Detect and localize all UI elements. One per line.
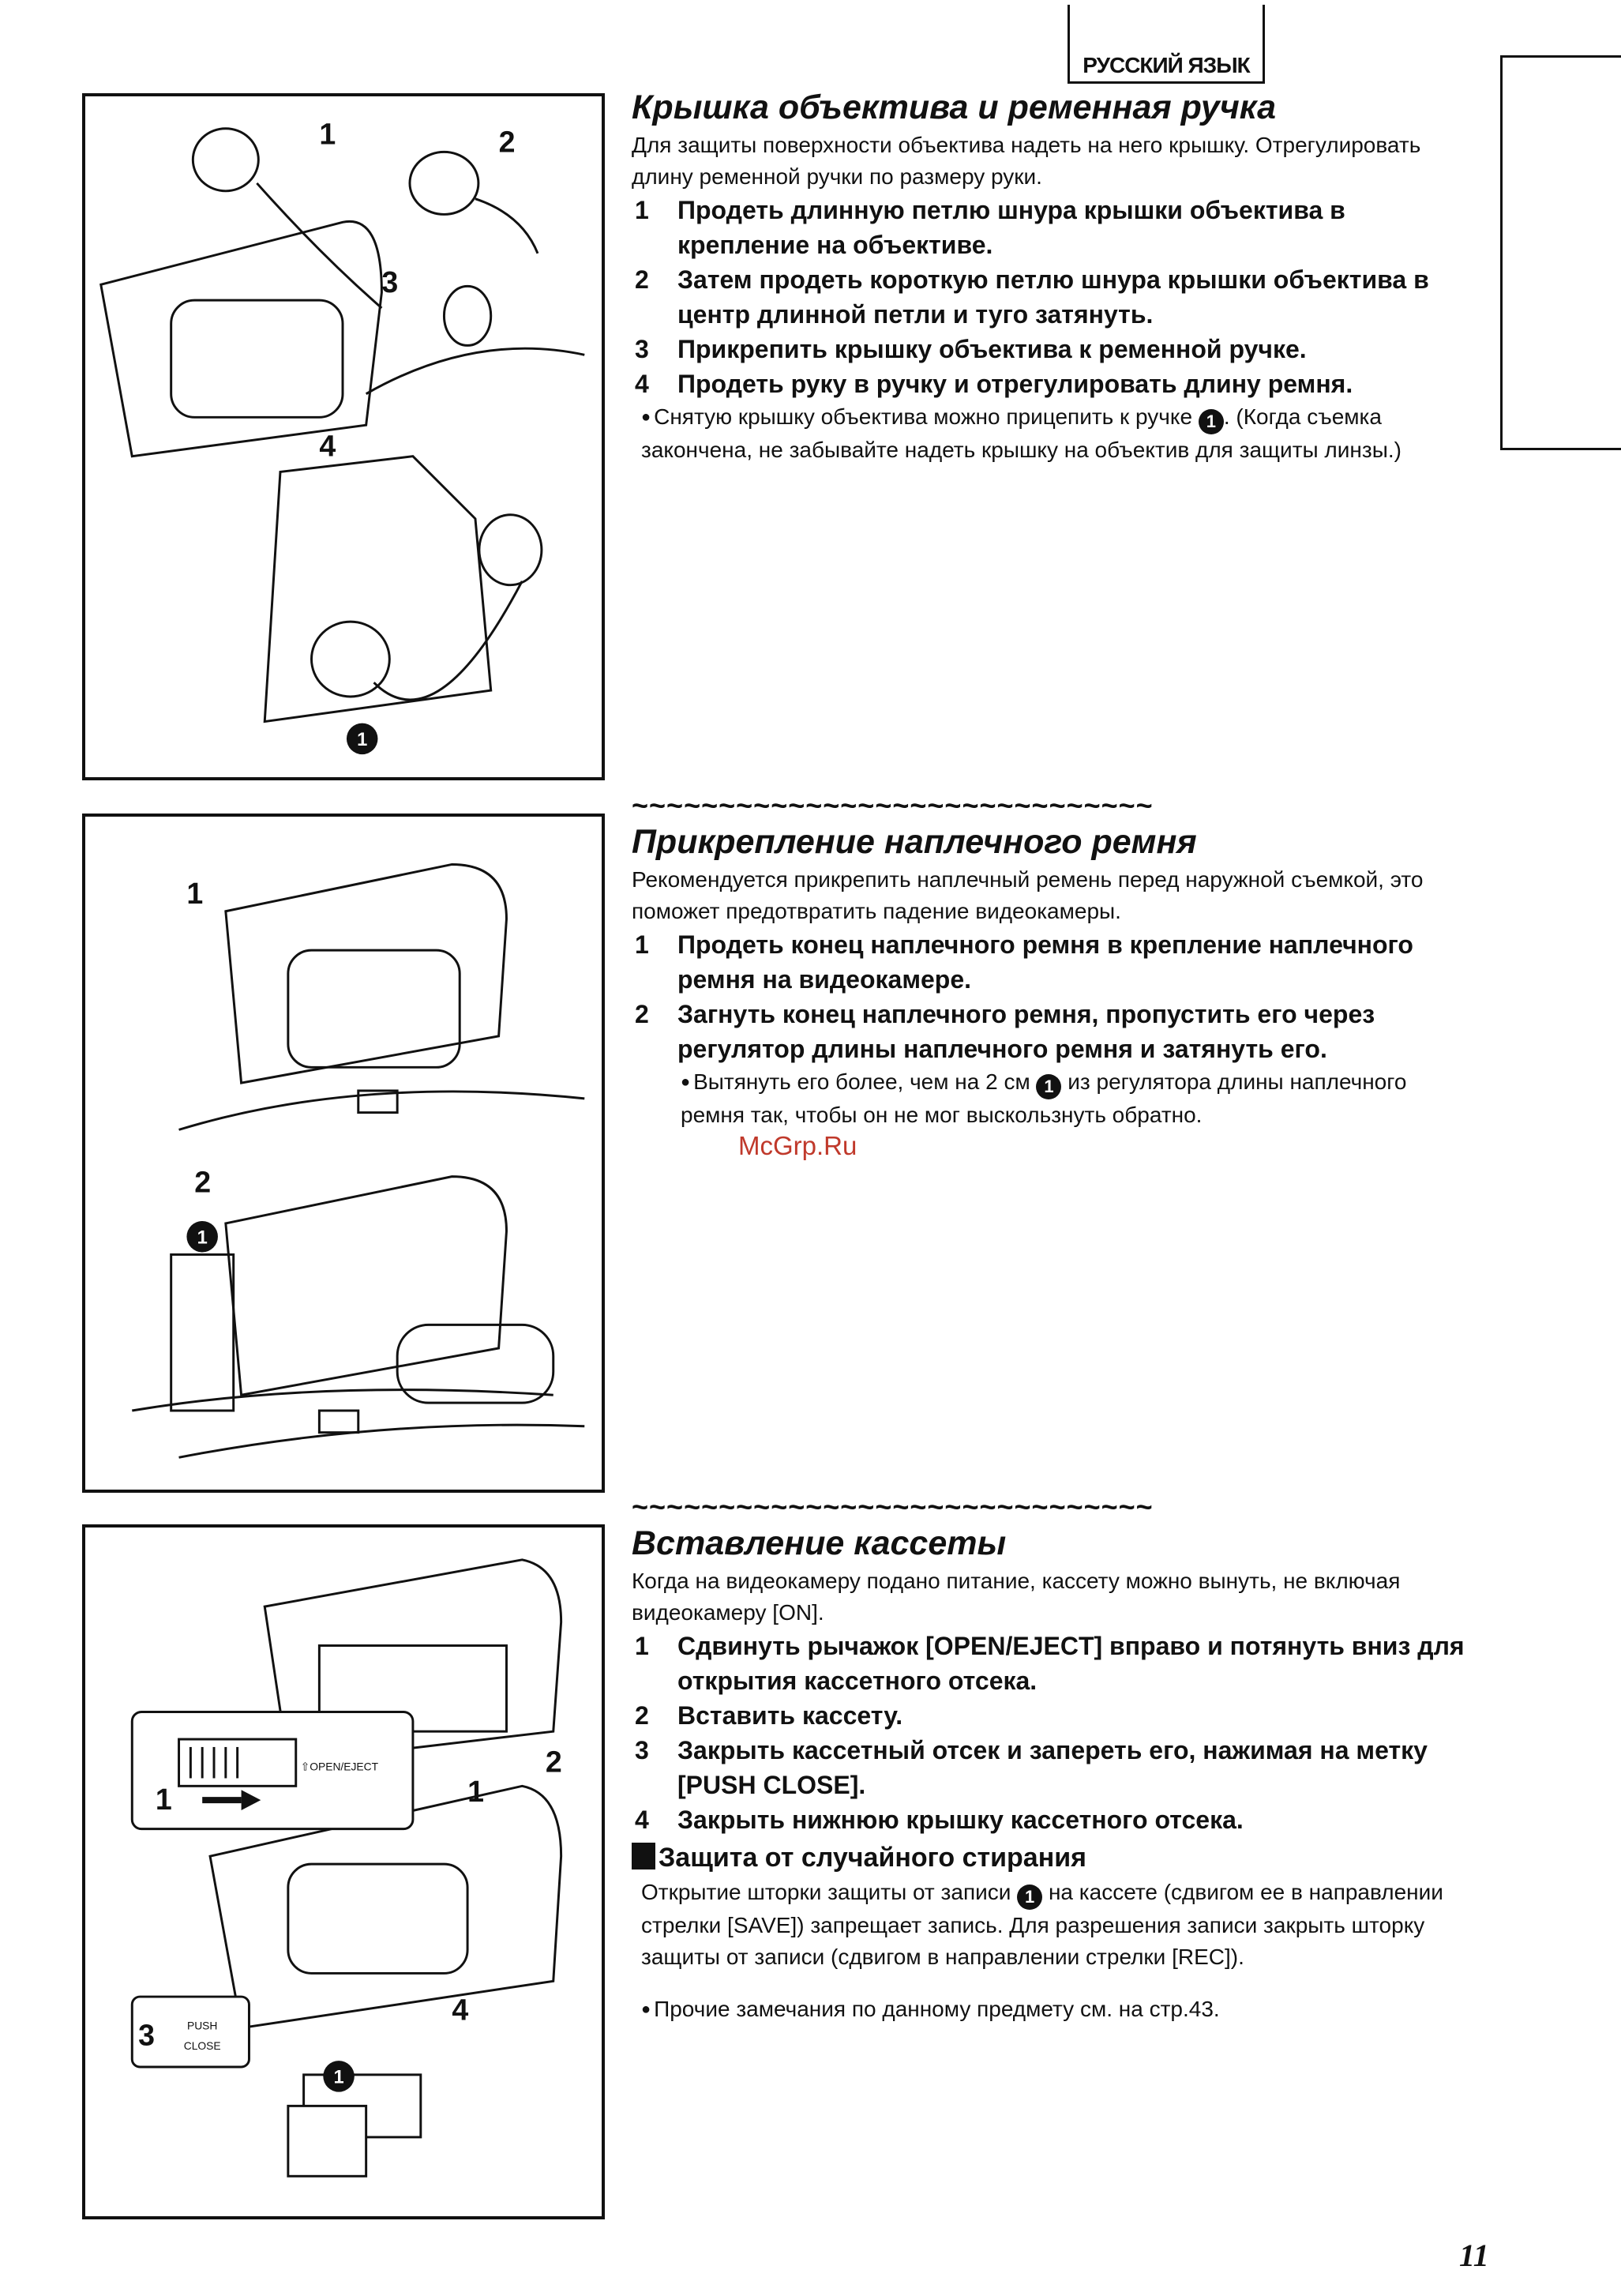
list-item: 4 Закрыть нижнюю крышку кассетного отсека. [635, 1806, 1244, 1834]
list-item: 3 Закрыть кассетный отсек и запереть его, нажимая на метку [PUSH CLOSE]. [635, 1736, 1428, 1799]
section-divider: ~~~~~~~~~~~~~~~~~~~~~~~~~~~~~~ [632, 789, 1154, 821]
erase-protection-text: Открытие шторки защиты от записи 1 на кассете (сдвигом ее в направлении стрелки [SAVE]) запрещает запись. Для разрешения записи закрыть шторку защиты от записи (сдвигом в направлении стрелки [REC]). [641, 1880, 1443, 1969]
section-shoulder-strap [632, 791, 1477, 1131]
fig2-label-2: 2 [194, 1165, 212, 1199]
language-tab [1068, 5, 1265, 84]
section-cassette-final-note: ● Прочие замечания по данному предмету см. на стр.43. [632, 1993, 1477, 2025]
fig1-label-2: 2 [498, 125, 516, 159]
fig3-label-3: 3 [138, 2018, 156, 2052]
section-lens-cap-intro: Для защиты поверхности объектива надеть на него крышку. Отрегулировать длину ременной ручки по размеру руки. [632, 133, 1421, 189]
fig2-marker: 1 [197, 1227, 208, 1249]
list-item: 2 Загнуть конец наплечного ремня, пропустить его через регулятор длины наплечного ремня и затянуть его. [635, 1000, 1375, 1063]
lens-cap-illustration [85, 96, 602, 777]
section-cassette-steps [632, 1629, 1477, 1837]
fig3-label-2: 2 [545, 1745, 562, 1779]
close-label: CLOSE [183, 2039, 221, 2053]
section-cassette-title: Вставление кассеты [632, 1524, 1007, 1562]
section-shoulder-strap-note: ● Вытянуть его более, чем на 2 см 1 из регулятора длины наплечного ремня так, чтобы он не мог выскользнуть обратно. [632, 1066, 1477, 1131]
list-item: 4 Продеть руку в ручку и отрегулировать длину ремня. [635, 370, 1353, 398]
marker-icon: 1 [1017, 1885, 1042, 1910]
section-lens-cap [632, 85, 1477, 466]
push-label: PUSH [186, 2019, 218, 2032]
fig3-label-4: 4 [452, 1993, 469, 2027]
section-cassette-intro: Когда на видеокамеру подано питание, кассету можно вынуть, не включая видеокамеру [ON]. [632, 1569, 1401, 1625]
open-eject-label: ⇧OPEN/EJECT [300, 1760, 379, 1773]
section-divider: ~~~~~~~~~~~~~~~~~~~~~~~~~~~~~~ [632, 1490, 1154, 1523]
watermark: McGrp.Ru [738, 1131, 857, 1160]
fig3-label-1b: 1 [467, 1775, 484, 1809]
cassette-illustration [85, 1528, 602, 2216]
square-bullet-icon [632, 1843, 655, 1869]
figure-lens-cap [82, 93, 605, 780]
section-shoulder-strap-steps [632, 927, 1477, 1066]
figure-cassette [82, 1524, 605, 2219]
fig1-label-1: 1 [319, 117, 336, 151]
language-tab-label: РУССКИЙ ЯЗЫК [1083, 53, 1250, 77]
page-number: 11 [1459, 2238, 1489, 2273]
fig2-label-1: 1 [186, 876, 204, 910]
section-lens-cap-steps [632, 193, 1477, 401]
fig1-label-4: 4 [319, 429, 336, 463]
shoulder-strap-illustration [85, 817, 602, 1490]
erase-protection-heading: Защита от случайного стирания [632, 1840, 1477, 1875]
fig3-marker: 1 [333, 2067, 344, 2088]
list-item: 3 Прикрепить крышку объектива к ременной ручке. [635, 335, 1307, 363]
list-item: 1 Продеть конец наплечного ремня в крепление наплечного ремня на видеокамере. [635, 930, 1413, 994]
marker-icon: 1 [1036, 1074, 1061, 1099]
side-index-tab [1500, 55, 1621, 450]
fig1-label-3: 3 [381, 265, 399, 299]
section-shoulder-strap-title: Прикрепление наплечного ремня [632, 823, 1197, 861]
section-shoulder-strap-intro: Рекомендуется прикрепить наплечный ремень перед наружной съемкой, это поможет предотвратить падение видеокамеры. [632, 867, 1424, 923]
marker-icon: 1 [1199, 409, 1224, 434]
fig1-marker: 1 [357, 730, 368, 751]
list-item: 1 Продеть длинную петлю шнура крышки объектива в крепление на объективе. [635, 196, 1345, 259]
section-lens-cap-title: Крышка объектива и ременная ручка [632, 88, 1277, 126]
list-item: 1 Сдвинуть рычажок [OPEN/EJECT] вправо и потянуть вниз для открытия кассетного отсека. [635, 1632, 1465, 1695]
section-lens-cap-note: ● Снятую крышку объектива можно прицепить к ручке 1 . (Когда съемка закончена, не забывайте надеть крышку на объектив для защиты линзы.) [632, 401, 1477, 466]
fig3-label-1a: 1 [155, 1782, 172, 1816]
section-cassette [632, 1490, 1477, 2025]
figure-shoulder-strap [82, 814, 605, 1493]
list-item: 2 Вставить кассету. [635, 1701, 903, 1730]
list-item: 2 Затем продеть короткую петлю шнура крышки объектива в центр длинной петли и туго затянуть. [635, 265, 1429, 329]
